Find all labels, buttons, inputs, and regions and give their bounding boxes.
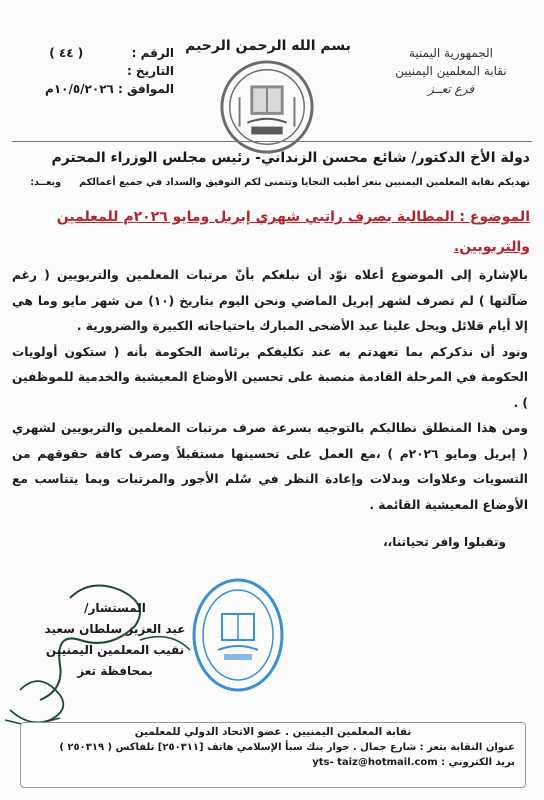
ref-label: الرقم : <box>131 46 174 60</box>
footer-box <box>20 722 526 788</box>
letter-meta <box>14 46 174 100</box>
ref-value: ( ٤٤ ) <box>49 46 84 60</box>
corresponding-date-row <box>14 82 174 96</box>
corresponding-value: ١٠/٥/٢٠٢٦م <box>45 82 114 96</box>
header-divider <box>12 141 532 142</box>
closing-line: وتقبلوا وافر تحياتنا،، <box>383 535 506 549</box>
letter-body <box>12 263 528 518</box>
email-label: بريد الكتروني : <box>441 757 515 768</box>
signer-title: المستشار/ <box>84 601 146 615</box>
footer-address-line: عنوان النقابة بتعز : شارع جمال . جوار بنك سبأ الإسلامي هاتف [٢٥٠٣١١] تلفاكس ( ٢٥٠٣١٩ ) <box>59 742 515 753</box>
official-stamp-icon <box>190 576 286 694</box>
email-value: yts- taiz@hotmail.com <box>312 757 438 768</box>
organization-name: نقابة المعلمين اليمنيين <box>395 64 507 78</box>
body-paragraph: ونود أن نذكركم بما تعهدتم به عند تكليفكم برئاسة الحكومة بأنه ( ستكون أولويات الحكومة في المرحلة القادمة منصبة على تحسين الأوضاع المعيشية والخدمية للموظفين ) . <box>12 344 528 410</box>
greeting-text: تهديكم نقابة المعلمين اليمنيين بتعز أطيب التحايا وتتمنى لكم التوفيق والسداد في جميع أعمالكم <box>79 177 530 188</box>
greeting-end: وبعــد: <box>30 177 62 188</box>
letterhead-right <box>376 44 526 98</box>
date-label: التاريخ : <box>126 64 174 78</box>
body-paragraph: ومن هذا المنطلق نطالبكم بالتوجيه بسرعة صرف مرتبات المعلمين والتربويين لشهري ( إبريل ومايو ٢٠٢٦م ) ،مع العمل على تحسينها مستقبلاً وصرف كافة حقوقهم من التسويات وعلاوات وبدلات وإعادة النظر في سُلم الأجور والمرتبات وبما يتناسب مع الأوضاع المعيشية القائمة . <box>12 421 528 512</box>
country-name: الجمهورية اليمنية <box>408 46 493 60</box>
footer-email-line <box>21 757 515 768</box>
greeting-line <box>10 177 530 188</box>
body-paragraph: بالإشارة إلى الموضوع أعلاه نوّد أن نبلغكم بأنّ مرتبات المعلمين والتربويين ( رغم ضآلتها ) لم تصرف لشهر إبريل الماضي ونحن اليوم بتاريخ (١٠) من شهر مايو وما هي إلا أيام قلائل ويحل علينا عيد الأضحى المبارك باحتياجاته الكبيرة والضرورية . <box>12 268 528 333</box>
date-row <box>14 64 174 78</box>
corresponding-label: الموافق : <box>118 82 174 96</box>
basmala: بسم الله الرحمن الرحيم <box>185 38 351 54</box>
footer-union-line: نقابة المعلمين اليمنيين . عضو الاتحاد الدولي للمعلمين <box>134 726 412 738</box>
signature-block <box>20 598 210 682</box>
signer-name: عبد العزيز سلطان سعيد <box>44 622 186 636</box>
signer-position: نقيب المعلمين اليمنيين بمحافظة تعز <box>45 643 185 678</box>
addressee-line: دولة الأخ الدكتور/ شائع محسن الزنداني- رئيس مجلس الوزراء المحترم <box>51 150 530 166</box>
ref-number-row <box>14 46 174 60</box>
subject-line: الموضوع : المطالبة بصرف راتبي شهري إبريل ومايو ٢٠٢٦م للمعلمين والتربويين. <box>56 209 530 255</box>
branch-name: فرع تعــز <box>427 82 475 96</box>
